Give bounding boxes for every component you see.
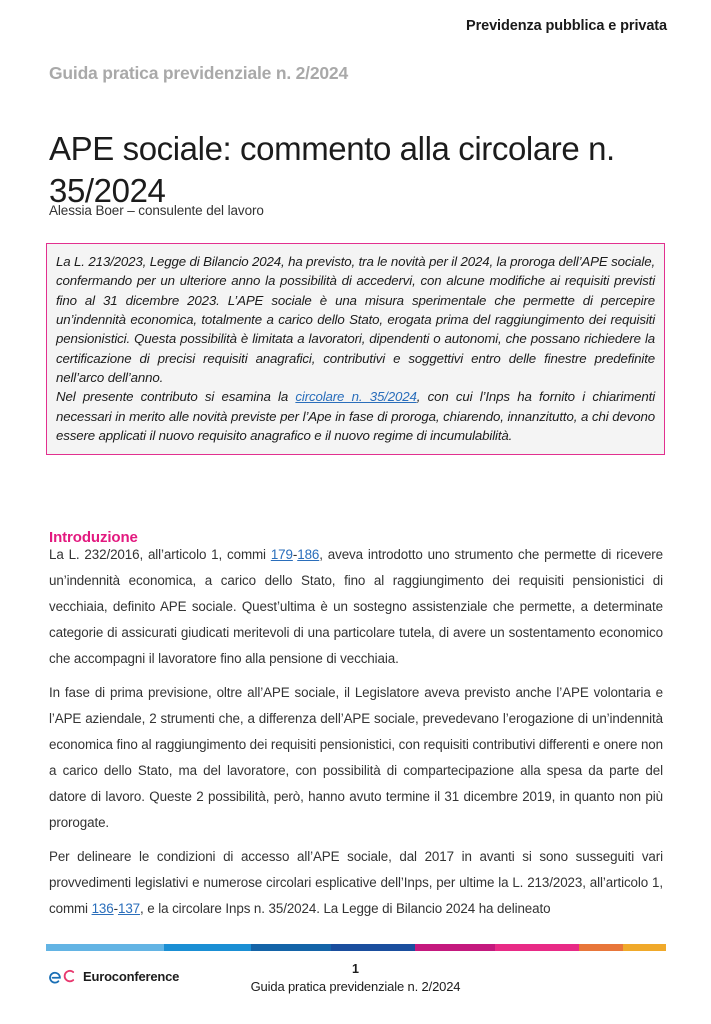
page-footer (0, 962, 711, 1006)
abstract-p1-text: La L. 213/2023, Legge di Bilancio 2024, ha previsto, tra le novità per il 2024, la proroga dell’APE sociale, confermando per un ulteriore anno la possibilità di accedervi, con alcune modifiche ai requisiti previsti fino al 31 dicembre 2023. L’APE sociale è una misura sperimentale che permette di percepire un’indennità economica, totalmente a carico dello Stato, erogata prima del raggiungimento dei requisiti pensionistici. Questa possibilità è limitata a lavoratori, dipendenti o autonomi, che possano richiedere la certificazione di precisi requisiti anagrafici, contributivi e soggettivi entro delle finestre predefinite nell’arco dell’anno. (56, 254, 655, 386)
comma-186-link[interactable]: 186 (297, 547, 320, 562)
author-byline: Alessia Boer – consulente del lavoro (49, 203, 264, 218)
footer-color-rule (46, 944, 666, 951)
abstract-paragraph-1 (56, 252, 655, 387)
body-paragraph-1 (49, 542, 663, 672)
body-p1-text-after: , aveva introdotto uno strumento che permette di ricevere un’indennità economica, a carico dello Stato, fino al raggiungimento dei requisiti pensionistici di vecchiaia, definito APE sociale. Quest’ultima è un sostegno assistenziale che permette, a determinate categorie di assicurati giudicati meritevoli di una particolare tutela, di avere un sostentamento economico che accompagni il lavoratore fino alla pensione di vecchiaia. (49, 547, 663, 666)
footer-rule-segment-7 (579, 944, 622, 951)
abstract-circolare-link[interactable]: circolare n. 35/2024 (295, 389, 417, 405)
section-heading-introduzione: Introduzione (49, 529, 138, 547)
footer-rule-segment-8 (623, 944, 666, 951)
body-copy (49, 542, 663, 922)
comma-136-link[interactable]: 136 (91, 901, 114, 916)
body-p3-dash: - (113, 901, 118, 916)
page-title: APE sociale: commento alla circolare n. 35/2024 (49, 130, 615, 210)
comma-179-link[interactable]: 179 (270, 547, 293, 562)
footer-rule-segment-2 (164, 944, 251, 951)
series-kicker: Guida pratica previdenziale n. 2/2024 (49, 63, 348, 83)
body-p3-text-before: Per delineare le condizioni di accesso all’APE sociale, dal 2017 in avanti si sono susseguiti vari provvedimenti legislativi e numerose circolari esplicative dell’Inps, per ultime la L. 213/2023, all’articolo 1, commi (49, 849, 663, 916)
body-paragraph-3 (49, 844, 663, 922)
comma-137-link[interactable]: 137 (117, 901, 141, 916)
body-paragraph-2: In fase di prima previsione, oltre all’APE sociale, il Legislatore aveva previsto anche l’APE volontaria e l’APE aziendale, 2 strumenti che, a differenza dell’APE sociale, prevedevano l’erogazione di un’indennità economica fino al raggiungimento dei requisiti pensionistici, con requisiti contributivi differenti e onere non a carico dello Stato, ma del lavoratore, con possibilità di compartecipazione alla spesa da parte del datore di lavoro. Queste 2 possibilità, però, hanno avuto termine il 31 dicembre 2019, in quanto non più prorogate. (49, 685, 663, 830)
abstract-box (46, 243, 665, 455)
euroconference-wordmark: Euroconference (83, 968, 180, 984)
footer-center-block (0, 962, 711, 995)
page-number: 1 (352, 962, 359, 976)
footer-rule-segment-4 (331, 944, 415, 951)
footer-rule-segment-5 (415, 944, 496, 951)
abstract-paragraph-2 (56, 387, 655, 445)
footer-rule-segment-6 (495, 944, 579, 951)
abstract-p2-text-before: Nel presente contributo si esamina la (56, 389, 296, 405)
body-p1-text-before: La L. 232/2016, all’articolo 1, commi (49, 547, 271, 562)
body-p3-text-after: , e la circolare Inps n. 35/2024. La Legge di Bilancio 2024 ha delineato (140, 901, 551, 916)
running-head: Previdenza pubblica e privata (466, 18, 667, 34)
abstract-p2-text-after: , con cui l’Inps ha fornito i chiarimenti necessari in merito alle novità previste per l’Ape in fase di proroga, chiarendo, innanzitutto, a chi devono essere applicati il nuovo requisito anagrafico e il nuovo regime di incumulabilità. (56, 389, 655, 444)
footer-caption: Guida pratica previdenziale n. 2/2024 (250, 978, 461, 994)
footer-rule-segment-3 (251, 944, 332, 951)
body-p1-dash: - (292, 547, 298, 562)
footer-rule-segment-1 (46, 944, 164, 951)
